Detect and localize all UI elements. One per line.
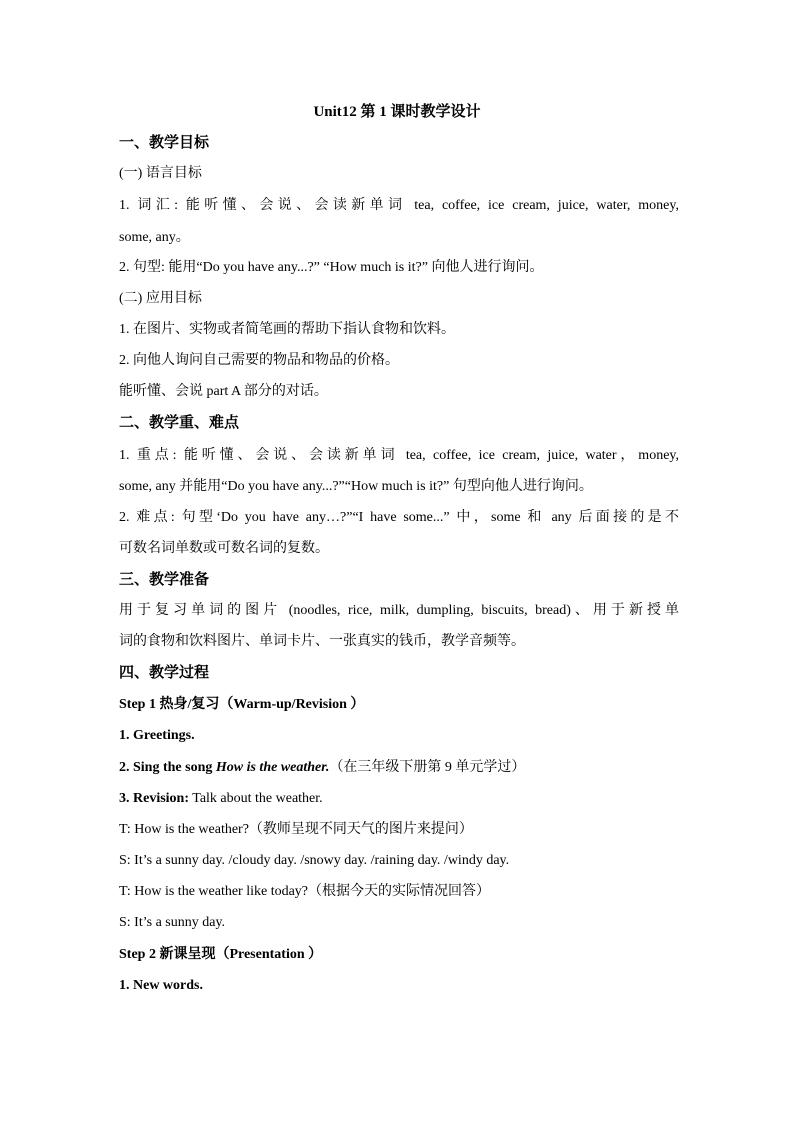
sing-song-item: [119, 758, 679, 778]
difficult-point-line1: 2. 难点: 句型‘Do you have any…?”“I have some...” 中，some 和 any 后面接的是不: [119, 510, 679, 525]
key-point-line1: 1. 重点: 能听懂、会说、会读新单词 tea, coffee, ice cream, juice, water，money,: [119, 448, 679, 463]
step1-heading: Step 1 热身/复习（Warm-up/Revision ）: [119, 697, 365, 712]
revision-item: [119, 789, 679, 809]
step2-heading: Step 2 新课呈现（Presentation ）: [119, 947, 323, 962]
sing-song-prefix: 2. Sing the song: [119, 760, 216, 775]
song-note: （在三年级下册第 9 单元学过）: [329, 760, 526, 775]
subheading-application-objectives: (二) 应用目标: [119, 291, 202, 306]
objective-identify-food: 1. 在图片、实物或者简笔画的帮助下指认食物和饮料。: [119, 322, 455, 337]
song-title: How is the weather.: [215, 760, 330, 775]
section-heading-objectives: 一、教学目标: [119, 135, 210, 151]
section-heading-key-points: 二、教学重、难点: [119, 415, 240, 431]
difficult-point-line2: 可数名词单数或可数名词的复数。: [119, 541, 329, 556]
preparation-line2: 词的食物和饮料图片、单词卡片、一张真实的钱币，教学音频等。: [119, 634, 525, 649]
objective-ask-prices: 2. 向他人询问自己需要的物品和物品的价格。: [119, 353, 399, 368]
section-heading-preparation: 三、教学准备: [119, 572, 210, 588]
objective-sentence-patterns: 2. 句型: 能用“Do you have any...?” “How much is it?” 向他人进行询问。: [119, 260, 544, 275]
new-words-item: 1. New words.: [119, 978, 203, 993]
preparation-line1: 用于复习单词的图片 (noodles, rice, milk, dumpling, biscuits, bread)、用于新授单: [119, 603, 679, 618]
objective-dialogue: 能听懂、会说 part A 部分的对话。: [119, 384, 328, 399]
student-answer-today: S: It’s a sunny day.: [119, 915, 226, 930]
revision-label: 3. Revision:: [119, 791, 189, 806]
page-title: Unit12 第 1 课时教学设计: [313, 104, 481, 120]
objective-vocabulary-line1: 1. 词汇: 能听懂、会说、会读新单词 tea, coffee, ice cream, juice, water, money,: [119, 198, 679, 213]
key-point-line2: some, any 并能用“Do you have any...?”“How much is it?” 句型向他人进行询问。: [119, 479, 593, 494]
teacher-question-weather: T: How is the weather?（教师呈现不同天气的图片来提问）: [119, 822, 473, 837]
objective-vocabulary-line2: some, any。: [119, 230, 190, 245]
greetings-item: 1. Greetings.: [119, 728, 195, 743]
section-heading-process: 四、教学过程: [119, 665, 210, 681]
teacher-question-today: T: How is the weather like today?（根据今天的实际情况回答）: [119, 884, 491, 899]
revision-text: Talk about the weather.: [189, 791, 323, 806]
subheading-language-objectives: (一) 语言目标: [119, 166, 202, 181]
student-answer-weather: S: It’s a sunny day. /cloudy day. /snowy day. /raining day. /windy day.: [119, 853, 510, 868]
